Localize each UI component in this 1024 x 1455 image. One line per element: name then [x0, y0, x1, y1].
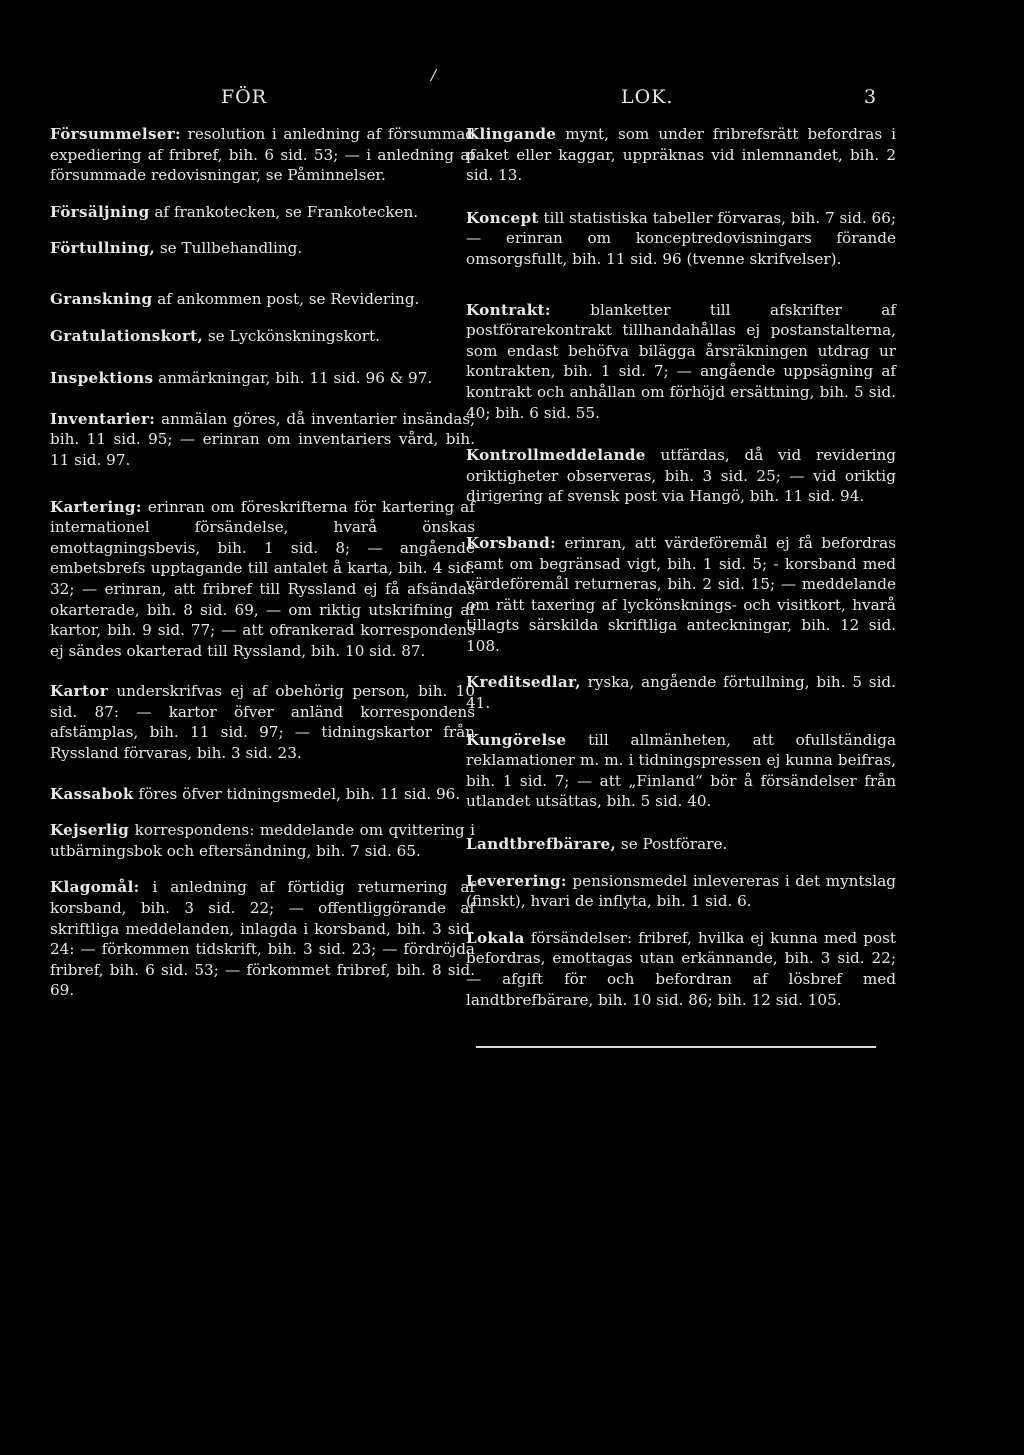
- entry-text: af ankommen post, se Revidering.: [152, 289, 420, 308]
- entry-keyword: Granskning: [50, 289, 153, 308]
- entry-text: se Postförare.: [616, 835, 728, 854]
- index-entry: [466, 300, 896, 424]
- entry-keyword: Kungörelse: [466, 730, 567, 749]
- entry-text: till allmänheten, att ofullständiga reklamationer m. m. i tidningspressen ej kunna beifras, bih. 1 sid. 7; — att „Finland“ bör å försändelser från utlandet utsättas, bih. 5 sid. 40.: [466, 730, 896, 811]
- index-entry: [50, 784, 475, 805]
- entry-keyword: Gratulationskort,: [50, 326, 204, 345]
- entry-keyword: Försäljning: [50, 202, 150, 221]
- entry-keyword: Kartor: [50, 682, 108, 701]
- entry-text: anmärkningar, bih. 11 sid. 96 & 97.: [153, 369, 433, 388]
- entry-text: ryska, angående förtullning, bih. 5 sid. 41.: [466, 673, 896, 713]
- entry-keyword: Korsband:: [466, 533, 556, 552]
- entry-keyword: Kreditsedlar,: [466, 673, 581, 692]
- entry-text: till statistiska tabeller förvaras, bih. 7 sid. 66; — erinran om konceptredovisningars förande omsorgsfullt, bih. 11 sid. 96 (tvenne skrifvelser).: [466, 208, 896, 268]
- entry-keyword: Försummelser:: [50, 125, 181, 143]
- header-mark: /: [431, 66, 437, 84]
- entry-keyword: Kejserlig: [50, 821, 130, 840]
- entry-keyword: Kontrakt:: [466, 300, 551, 319]
- entry-keyword: Koncept: [466, 208, 539, 227]
- entry-text: se Lyckönskningskort.: [203, 326, 380, 345]
- entry-text: erinran om föreskrifterna för kartering af internationel försändelse, hvarå önskas emottagningsbevis, bih. 1 sid. 8; — angående embetsbrefs upptagande till antalet å karta, bih. 4 sid. 32; — erinran, att fribref till Ryssland ej få afsändas okarterade, bih. 8 sid. 69, — om riktig utskrifning af kartor, bih. 9 sid. 77; — att ofrankerad korrespondens ej sändes okarterad till Ryssland, bih. 10 sid. 87.: [50, 497, 475, 660]
- index-entry: [466, 672, 896, 713]
- entry-text: pensionsmedel inlevereras i det myntslag (finskt), hvari de inflyta, bih. 1 sid. 6.: [466, 871, 896, 911]
- entry-keyword: Landtbrefbärare,: [466, 835, 617, 854]
- index-entry: [50, 497, 475, 662]
- header-right: LOK.: [621, 86, 674, 108]
- index-entry: [50, 238, 475, 259]
- entry-keyword: Leverering:: [466, 871, 567, 890]
- index-entry: [466, 124, 896, 186]
- entry-keyword: Kontrollmeddelande: [466, 446, 646, 465]
- entry-keyword: Kartering:: [50, 497, 142, 516]
- entry-text: utfärdas, då vid revidering oriktigheter observeras, bih. 3 sid. 25; — vid oriktig dirigering af svensk post via Hangö, bih. 11 sid. 94.: [466, 446, 896, 506]
- index-entry: [466, 871, 896, 912]
- entry-text: erinran, att värdeföremål ej få befordras samt om begränsad vigt, bih. 1 sid. 5; - korsband med värdeföremål returneras, bih. 2 sid. 15; — meddelande om rätt taxering af lyckönsknings- och visitkort, hvarå tillagts särskilda skriftliga anteckningar, bih. 12 sid. 108.: [466, 533, 896, 655]
- index-entry: [466, 445, 896, 507]
- closing-rule: [476, 1046, 876, 1048]
- entry-keyword: Kassabok: [50, 784, 134, 803]
- index-entry: [50, 368, 475, 389]
- index-entry: [50, 202, 475, 223]
- index-entry: [50, 877, 475, 1001]
- page-number: 3: [864, 86, 878, 108]
- index-entry: [50, 124, 475, 186]
- index-entry: [50, 681, 475, 763]
- entry-text: korrespondens: meddelande om qvittering i utbärningsbok och eftersändning, bih. 7 sid. 65.: [50, 821, 475, 860]
- entry-text: försändelser: fribref, hvilka ej kunna med post befordras, emottagas utan erkännande, bih. 3 sid. 22; — afgift för och befordran af lösbref med landtbrefbärare, bih. 10 sid. 86; bih. 12 sid. 105.: [466, 928, 896, 1009]
- right-column: [466, 124, 896, 1026]
- left-column: [50, 124, 475, 1017]
- index-entry: [50, 409, 475, 471]
- index-entry: [50, 326, 475, 347]
- entry-text: anmälan göres, då inventarier insändas, bih. 11 sid. 95; — erinran om inventariers vård, bih. 11 sid. 97.: [50, 409, 475, 469]
- entry-text: i anledning af förtidig returnering af korsband, bih. 3 sid. 22; — offentliggörande af skriftliga meddelanden, inlagda i korsband, bih. 3 sid. 24: — förkommen tidskrift, bih. 3 sid. 23; — fördröjda fribref, bih. 6 sid. 53; — förkommet fribref, bih. 8 sid. 69.: [50, 878, 475, 1000]
- entry-keyword: Klagomål:: [50, 878, 140, 897]
- index-entry: [50, 820, 475, 861]
- entry-text: af frankotecken, se Frankotecken.: [149, 202, 419, 221]
- entry-keyword: Klingande: [466, 125, 557, 143]
- entry-text: resolution i anledning af försummad expediering af fribref, bih. 6 sid. 53; — i anledning af försummade redovisningar, se Påminnelser.: [50, 125, 475, 185]
- entry-text: blanketter till afskrifter af postförarekontrakt tillhandahållas ej postanstalterna, som endast behöfva bilägga årsräkningen utdrag ur kontrakten, bih. 1 sid. 7; — angående uppsägning af kontrakt och anhållan om förhöjd ersättning, bih. 5 sid. 40; bih. 6 sid. 55.: [466, 300, 896, 422]
- entry-text: underskrifvas ej af obehörig person, bih. 10 sid. 87: — kartor öfver anländ korrespondens afstämplas, bih. 11 sid. 97; — tidningskartor från Ryssland förvaras, bih. 3 sid. 23.: [50, 682, 475, 763]
- index-entry: [466, 533, 896, 657]
- index-entry: [466, 928, 896, 1010]
- entry-keyword: Inventarier:: [50, 409, 156, 428]
- entry-text: se Tullbehandling.: [155, 239, 303, 258]
- entry-keyword: Förtullning,: [50, 239, 156, 258]
- index-entry: [466, 730, 896, 812]
- index-entry: [50, 289, 475, 310]
- header-left: FÖR: [221, 86, 268, 108]
- index-entry: [466, 208, 896, 270]
- entry-keyword: Inspektions: [50, 369, 154, 388]
- entry-text: mynt, som under fribrefsrätt befordras i paket eller kaggar, uppräknas vid inlemnandet, bih. 2 sid. 13.: [466, 125, 896, 185]
- entry-text: föres öfver tidningsmedel, bih. 11 sid. 96.: [133, 784, 461, 803]
- entry-keyword: Lokala: [466, 928, 525, 947]
- index-entry: [466, 834, 896, 855]
